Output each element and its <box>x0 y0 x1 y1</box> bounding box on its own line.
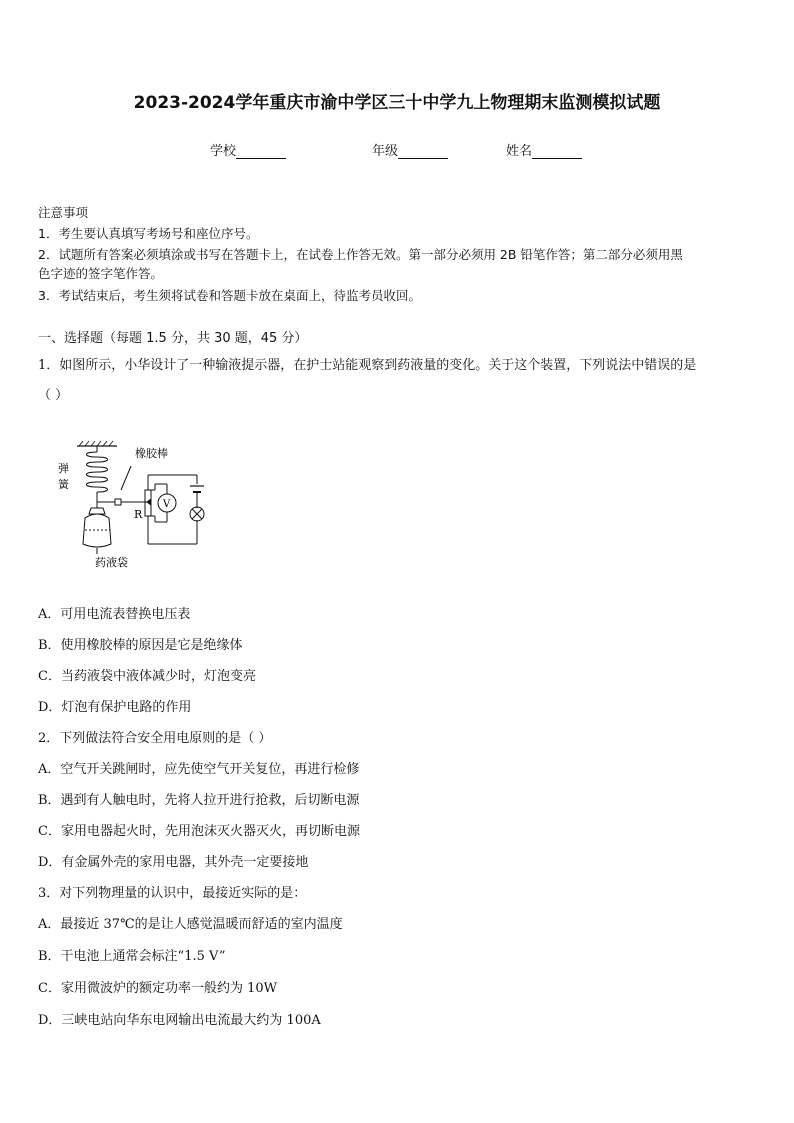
bag-label: 药液袋 <box>95 556 128 569</box>
question-2-option-b: B．遇到有人触电时，先将人拉开进行抢救，后切断电源 <box>38 793 360 808</box>
question-3-option-d: D．三峡电站向华东电网输出电流最大约为 100A <box>38 1013 321 1028</box>
school-blank <box>236 144 286 159</box>
spring-label-1: 弹 <box>58 462 69 475</box>
name-blank <box>532 144 582 159</box>
question-3-option-a: A．最接近 37℃的是让人感觉温暖而舒适的室内温度 <box>38 917 343 932</box>
notice-item: 色字迹的签字笔作答。 <box>38 266 164 281</box>
notice-item: 1．考生要认真填写考场号和座位序号。 <box>38 226 259 241</box>
school-label: 学校 <box>210 144 237 159</box>
name-label: 姓名 <box>506 144 533 159</box>
notice-item: 2．试题所有答案必须填涂或书写在答题卡上，在试卷上作答无效。第一部分必须用 2B 铅笔作答；第二部分必须用黑 <box>38 247 683 262</box>
infusion-alarm-circuit-diagram <box>55 440 215 575</box>
section-heading: 一、选择题（每题 1.5 分，共 30 题，45 分） <box>38 331 308 346</box>
grade-field <box>372 140 448 159</box>
question-1-bracket: （ ） <box>38 388 69 403</box>
grade-label: 年级 <box>372 144 399 159</box>
question-2-stem: 2．下列做法符合安全用电原则的是（ ） <box>38 731 272 746</box>
rheostat-icon <box>145 490 151 516</box>
question-3-option-c: C．家用微波炉的额定功率一般约为 10W <box>38 981 277 996</box>
infusion-bag-icon <box>83 500 111 554</box>
question-1-stem: 1．如图所示，小华设计了一种输液提示器，在护士站能观察到药液量的变化。关于这个装置，下列说法中错误的是 <box>38 358 697 373</box>
question-2-option-a: A．空气开关跳闸时，应先使空气开关复位，再进行检修 <box>38 762 360 777</box>
question-1-option-c: C．当药液袋中液体减少时，灯泡变亮 <box>38 669 256 684</box>
grade-blank <box>398 144 448 159</box>
spring-icon <box>87 446 108 500</box>
question-1-option-d: D．灯泡有保护电路的作用 <box>38 700 192 715</box>
notice-item: 3．考试结束后，考生须将试卷和答题卡放在桌面上，待监考员收回。 <box>38 288 421 303</box>
question-3-stem: 3．对下列物理量的认识中，最接近实际的是： <box>38 886 307 901</box>
question-1-option-b: B．使用橡胶棒的原因是它是绝缘体 <box>38 638 243 653</box>
question-2-option-c: C．家用电器起火时，先用泡沫灭火器灭火，再切断电源 <box>38 824 360 839</box>
spring-label-2: 簧 <box>58 478 69 491</box>
notice-title: 注意事项 <box>38 205 89 220</box>
voltmeter-label: V <box>163 499 171 510</box>
question-3-option-b: B．干电池上通常会标注“1.5 V” <box>38 949 226 964</box>
question-2-option-d: D．有金属外壳的家用电器，其外壳一定要接地 <box>38 855 309 870</box>
lamp-icon <box>190 507 204 521</box>
school-field <box>210 140 286 159</box>
rubber-rod-label: 橡胶棒 <box>135 447 168 460</box>
name-field <box>506 140 582 159</box>
resistor-label: R <box>134 508 143 521</box>
question-1-option-a: A．可用电流表替换电压表 <box>38 607 191 622</box>
battery-icon <box>190 486 204 496</box>
exam-title: 2023-2024学年重庆市渝中学区三十中学九上物理期末监测模拟试题 <box>133 93 661 113</box>
